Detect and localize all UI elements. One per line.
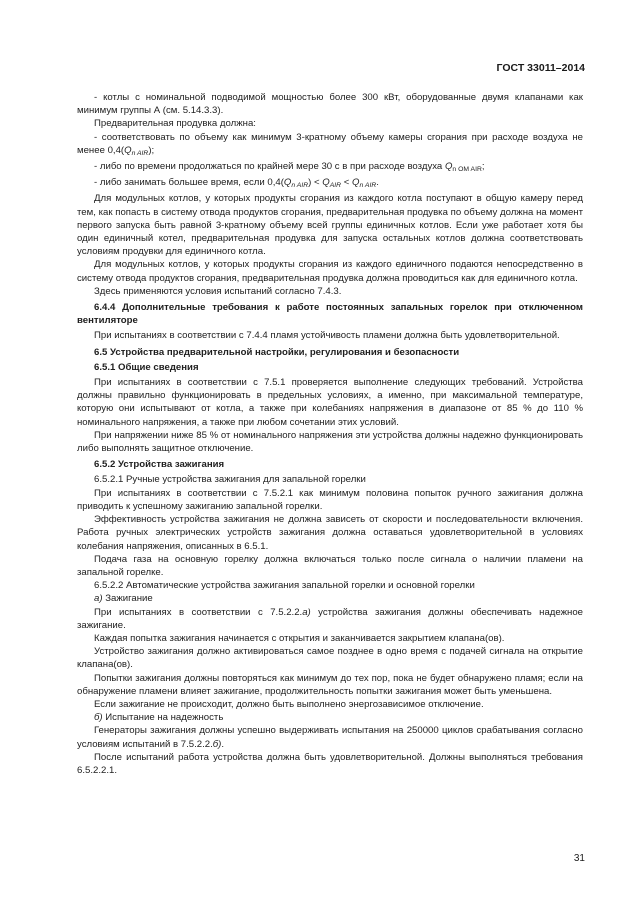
subsection-title: 6.5.2.1 Ручные устройства зажигания для запальной горелки (94, 474, 366, 486)
paragraph: Попытки зажигания должны повторяться как минимум до тех пор, пока не будет обнаружено пламя; если на обнаружение пламени влияет зажигание, продолжительность попытки зажигания может быть уменьшена. (77, 672, 583, 697)
paragraph: - котлы с номинальной подводимой мощностью более 300 кВт, оборудованные двумя клапанами как минимум группы А (см. 5.14.3.3). (77, 92, 583, 117)
page-number: 31 (573, 853, 585, 864)
section-heading-6-5: 6.5 Устройства предварительной настройки, регулирования и безопасности (94, 346, 460, 358)
list-label: а) Зажигание (94, 593, 153, 605)
paragraph: Здесь применяются условия испытаний согласно 7.4.3. (94, 285, 342, 297)
paragraph: При напряжении ниже 85 % от номинального напряжения эти устройства должны надежно функционировать либо выполнять защитное отключение. (77, 429, 583, 455)
paragraph: Если зажигание не происходит, должно быть выполнено энергозависимое отключение. (94, 698, 484, 710)
paragraph: При испытаниях в соответствии с 7.5.1 проверяется выполнение следующих требований. Устройства должны правильно функционировать в предельных условиях, а именно, при максимальной температуре, которую они испытывают от котла, а также при колебаниях напряжения в диапазоне от 85 % до 110 % номинального напряжения, а также при любом сочетании этих условий. (77, 377, 583, 428)
paragraph: Устройство зажигания должно активироваться самое позднее в одно время с подачей сигнала на открытие клапана(ов). (77, 646, 583, 671)
paragraph: Эффективность устройства зажигания не должна зависеть от скорости и последовательности включения. Работа ручных электрических устройств зажигания должна оставаться удовлетворительной в условиях колебания напряжения, описанных в 6.5.1. (77, 514, 583, 552)
paragraph: Каждая попытка зажигания начинается с открытия и заканчивается закрытием клапана(ов). (94, 632, 505, 644)
paragraph: Генераторы зажигания должны успешно выдерживать испытания на 250000 циклов срабатывания согласно условиям испытаний в 7.5.2.2.б). (77, 725, 583, 750)
paragraph: Предварительная продувка должна: (94, 118, 256, 130)
paragraph: При испытаниях в соответствии с 7.5.2.2.а) устройства зажигания должны обеспечивать надежное зажигание. (77, 606, 583, 631)
formula-paragraph: - либо занимать большее время, если $0,4(Q_{n AIR}) < Q_{AIR} < Q_{n AIR}$. (94, 177, 379, 190)
formula-paragraph: - либо по времени продолжаться по крайней мере 30 с в при расходе воздуха $Q_{n OM AIR}$; (94, 161, 485, 174)
document-code: ГОСТ 33011–2014 (496, 62, 585, 74)
paragraph: Для модульных котлов, у которых продукты сгорания из каждого котла поступают в общую камеру перед тем, как попасть в систему отвода продуктов сгорания, предварительная продувка по объему должна на момент первого запуска быть равной 3-кратному объему всей группы единичных котлов. Если уже работает хотя бы один единичный котел, предварительная продувка для запуска остальных котлов должна соответствовать условиям продувки для единичного котла. (77, 193, 583, 258)
paragraph: Подача газа на основную горелку должна включаться только после сигнала о наличии пламени на запальной горелке. (77, 553, 583, 578)
list-label: б) Испытание на надежность (94, 712, 224, 724)
section-heading-6-5-1: 6.5.1 Общие сведения (94, 361, 199, 373)
formula-paragraph: - соответствовать по объему как минимум 3-кратному объему камеры сгорания при расходе воздуха не менее $0,4(Q_{n AIR})$; (77, 131, 583, 157)
subsection-title: 6.5.2.2 Автоматические устройства зажигания запальной горелки и основной горелки (94, 580, 475, 592)
paragraph: После испытаний работа устройства должна быть удовлетворительной. Должны выполняться требования 6.5.2.2.1. (77, 751, 583, 776)
section-heading-6-4-4: 6.4.4 Дополнительные требования к работе постоянных запальных горелок при отключенном вентиляторе (77, 302, 583, 327)
paragraph: При испытаниях в соответствии с 7.5.2.1 как минимум половина попыток ручного зажигания должна приводить к успешному зажиганию запальной горелки. (77, 487, 583, 512)
paragraph: При испытаниях в соответствии с 7.4.4 пламя устойчивость пламени должна быть удовлетворительной. (94, 330, 560, 342)
page-content (77, 91, 583, 777)
section-heading-6-5-2: 6.5.2 Устройства зажигания (94, 459, 225, 471)
paragraph: Для модульных котлов, у которых продукты сгорания из каждого единичного подаются непосредственно в систему отвода продуктов сгорания, предварительная продувка должна проводиться как для единичного котла. (77, 259, 583, 284)
